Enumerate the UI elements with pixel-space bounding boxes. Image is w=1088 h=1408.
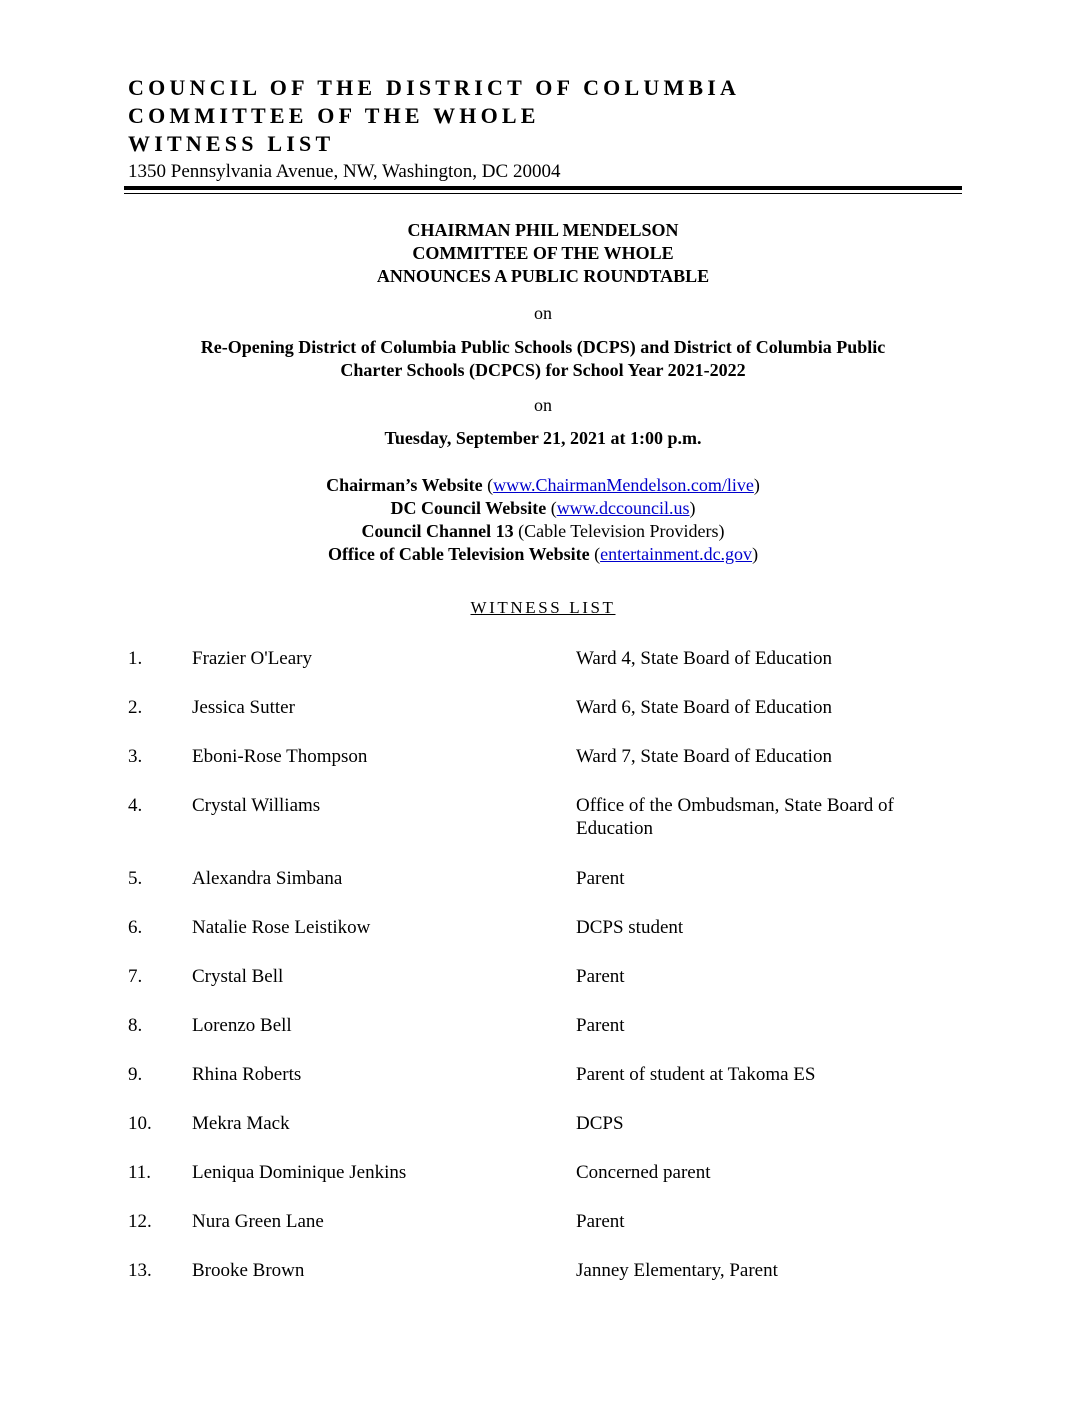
witness-row [128,1014,968,1063]
witness-name: Leniqua Dominique Jenkins [192,1162,407,1183]
witness-number: 9. [128,1064,143,1085]
witness-row [128,1063,968,1112]
witness-affiliation: DCPS [576,1113,624,1134]
witness-affiliation: Parent [576,966,625,987]
witness-number: 8. [128,1015,143,1036]
witness-row [128,1210,968,1259]
witness-affiliation: DCPS student [576,917,684,938]
witness-row [128,916,968,965]
channel-label: Council Channel 13 [361,521,514,541]
header-rule-thin [124,193,962,194]
oct-website-label: Office of Cable Television Website [327,544,590,564]
witness-affiliation: Ward 7, State Board of Education [576,746,832,767]
witness-row [128,794,968,867]
witness-number: 7. [128,966,143,987]
witness-row [128,965,968,1014]
witness-affiliation: Ward 6, State Board of Education [576,697,832,718]
witness-name: Crystal Bell [192,966,284,987]
witness-name: Brooke Brown [192,1260,305,1281]
witness-affiliation: Parent [576,1211,625,1232]
letterhead-committee: COMMITTEE OF THE WHOLE [128,103,540,128]
witness-affiliation: Janney Elementary, Parent [576,1260,778,1281]
witness-affiliation: Parent [576,868,625,889]
letterhead [128,74,740,184]
letterhead-witness-list: WITNESS LIST [128,131,335,156]
witness-row [128,696,968,745]
witness-affiliation: Office of the Ombudsman, State Board of Education [576,795,894,839]
header-rule-thick [124,186,962,190]
witness-number: 4. [128,795,143,816]
witness-name: Mekra Mack [192,1113,290,1134]
witness-name: Frazier O'Leary [192,648,312,669]
on-text-2 [124,394,962,417]
letterhead-address: 1350 Pennsylvania Avenue, NW, Washington, DC 20004 [128,161,561,182]
witness-list [128,647,968,1308]
topic-block [124,336,962,382]
broadcast-block [124,474,962,566]
witness-number: 6. [128,917,143,938]
witness-name: Natalie Rose Leistikow [192,917,371,938]
announcement-block [124,219,962,288]
witness-number: 11. [128,1162,152,1183]
witness-name: Jessica Sutter [192,697,295,718]
chairman-website-label: Chairman’s Website [326,475,483,495]
announcement-chairman: CHAIRMAN PHIL MENDELSON [407,220,679,240]
witness-name: Rhina Roberts [192,1064,302,1085]
broadcast-chairman: Chairman’s Website (www.ChairmanMendelson.com/live) [326,475,760,495]
chairman-website-link[interactable]: www.ChairmanMendelson.com/live [493,475,754,495]
witness-name: Lorenzo Bell [192,1015,292,1036]
announcement-committee: COMMITTEE OF THE WHOLE [412,243,674,263]
witness-name: Alexandra Simbana [192,868,343,889]
witness-number: 13. [128,1260,152,1281]
date-text: Tuesday, September 21, 2021 at 1:00 p.m. [384,428,702,448]
topic-line-1: Re-Opening District of Columbia Public Schools (DCPS) and District of Columbia Public [200,337,886,357]
topic-line-2: Charter Schools (DCPCS) for School Year 2021-2022 [340,360,746,380]
broadcast-council: DC Council Website (www.dccouncil.us) [390,498,696,518]
oct-website-link[interactable]: entertainment.dc.gov [600,544,753,564]
witness-number: 2. [128,697,143,718]
witness-row [128,867,968,916]
witness-number: 5. [128,868,143,889]
witness-row [128,1161,968,1210]
announcement-roundtable: ANNOUNCES A PUBLIC ROUNDTABLE [376,266,710,286]
witness-number: 3. [128,746,143,767]
witness-row [128,1259,968,1308]
witness-list-heading [124,596,962,619]
witness-row [128,1112,968,1161]
council-website-label: DC Council Website [390,498,547,518]
witness-affiliation: Parent [576,1015,625,1036]
on-text-1 [124,302,962,325]
witness-number: 12. [128,1211,152,1232]
witness-affiliation: Ward 4, State Board of Education [576,648,832,669]
council-website-link[interactable]: www.dccouncil.us [556,498,690,518]
witness-name: Eboni-Rose Thompson [192,746,368,767]
channel-note: (Cable Television Providers) [518,521,725,541]
witness-list-heading-text: WITNESS LIST [470,598,616,617]
hearing-date [124,427,962,450]
witness-number: 1. [128,648,143,669]
witness-affiliation: Concerned parent [576,1162,711,1183]
broadcast-oct: Office of Cable Television Website (entertainment.dc.gov) [327,544,759,564]
witness-name: Crystal Williams [192,795,321,816]
broadcast-channel [124,520,962,543]
witness-affiliation: Parent of student at Takoma ES [576,1064,816,1085]
on-label: on [534,303,552,323]
witness-row [128,745,968,794]
witness-name: Nura Green Lane [192,1211,324,1232]
witness-number: 10. [128,1113,152,1134]
witness-row [128,647,968,696]
letterhead-council: COUNCIL OF THE DISTRICT OF COLUMBIA [128,75,741,100]
on-label: on [534,395,552,415]
